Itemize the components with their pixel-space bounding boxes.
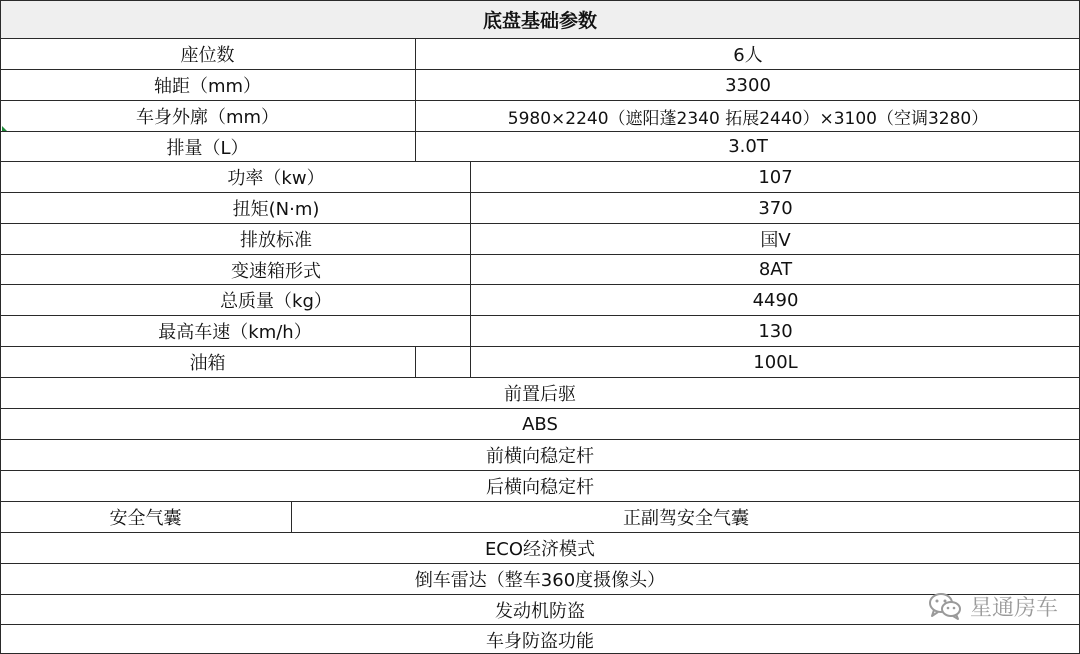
- table-title-row: [0, 0, 1080, 38]
- watermark: [928, 588, 1058, 624]
- table-row: [0, 315, 1080, 346]
- table-row: [0, 192, 1080, 223]
- table-row: [0, 346, 1080, 377]
- table-row: [0, 470, 1080, 501]
- row-label: 排量（L）: [166, 137, 249, 159]
- row-label: 最高车速（km/h）: [158, 322, 312, 343]
- row-feature: 前置后驱: [504, 384, 576, 405]
- table-row: [0, 377, 1080, 408]
- row-label: 车身外廓（mm）: [135, 107, 280, 128]
- cell-comment-marker: [2, 126, 7, 131]
- row-label-text: 变速箱形式: [231, 260, 321, 282]
- row-value: 370: [758, 197, 793, 219]
- wechat-icon: [928, 591, 962, 621]
- row-value: 8AT: [758, 259, 793, 280]
- watermark-text: 星通房车: [969, 595, 1058, 621]
- row-feature: ABS: [522, 413, 558, 435]
- row-label-text: 扭矩(N·m): [232, 199, 320, 220]
- table-row: [0, 532, 1080, 563]
- row-label: 座位数: [180, 45, 235, 66]
- row-feature: ECO经济模式: [484, 539, 596, 560]
- row-feature: 发动机防盗: [495, 600, 585, 622]
- row-label-text: 功率（kw）: [227, 168, 325, 189]
- row-label: 轴距（mm）: [153, 76, 262, 97]
- table-row: [0, 223, 1080, 254]
- row-value: 正副驾安全气囊: [623, 508, 749, 529]
- row-feature: 后横向稳定杆: [486, 477, 594, 498]
- row-value: 3300: [725, 74, 771, 96]
- table-row: [0, 38, 1080, 69]
- table-row: [0, 161, 1080, 192]
- row-feature: 倒车雷达（整车360度摄像头）: [414, 570, 666, 591]
- table-row: [0, 100, 1080, 131]
- row-value: 100L: [753, 351, 798, 373]
- table-row: [0, 284, 1080, 315]
- row-feature: 前横向稳定杆: [486, 446, 594, 467]
- table-row: [0, 69, 1080, 100]
- table-row: [0, 408, 1080, 439]
- row-value: 4490: [752, 289, 799, 311]
- table-title: 底盘基础参数: [0, 0, 1080, 38]
- row-value: 5980×2240（遮阳蓬2340 拓展2440）×3100（空调3280）: [507, 108, 989, 129]
- table-row: [0, 594, 1080, 624]
- table-row: [0, 624, 1080, 654]
- table-row: [0, 254, 1080, 284]
- row-feature: 车身防盗功能: [486, 630, 594, 652]
- table-row: [0, 439, 1080, 470]
- table-row: [0, 563, 1080, 594]
- row-value: 107: [758, 166, 793, 188]
- row-value: 130: [758, 320, 793, 342]
- row-value: 3.0T: [728, 136, 768, 157]
- table-row: [0, 501, 1080, 532]
- table-row: [0, 131, 1080, 161]
- row-label: 油箱: [189, 353, 226, 374]
- row-label-text: 排放标准: [240, 230, 312, 251]
- row-value: 6人: [733, 45, 763, 66]
- row-value: 国V: [760, 230, 791, 251]
- row-label-text: 总质量（kg）: [220, 291, 332, 312]
- row-label: 安全气囊: [109, 508, 182, 529]
